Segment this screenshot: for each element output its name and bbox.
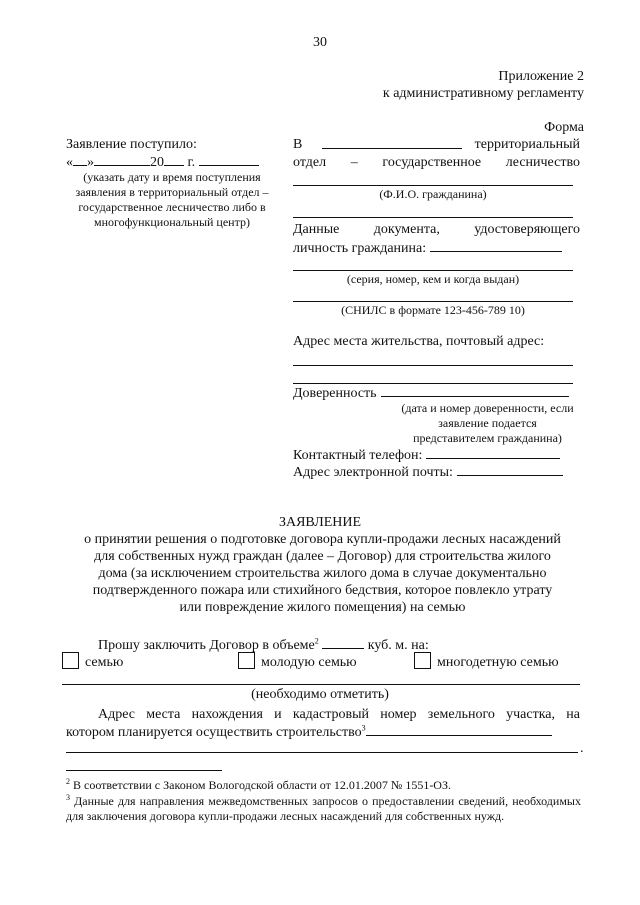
to-suffix: территориальный — [474, 137, 580, 152]
to-line — [293, 136, 580, 153]
dept-line — [293, 154, 580, 171]
footnote-ref-2: 2 — [314, 636, 319, 646]
dept-word-4: лесничество — [505, 155, 580, 170]
appendix-heading — [383, 68, 584, 102]
divider-line — [62, 684, 580, 685]
doc-field[interactable] — [430, 239, 562, 252]
doc-line-2 — [293, 239, 580, 257]
doc-word-1: Данные — [293, 222, 340, 237]
subtitle-line-5: или повреждение жилого помещения) на семью — [179, 600, 466, 615]
option-family[interactable] — [62, 652, 123, 671]
year-suffix: г. — [187, 155, 196, 170]
received-date-line[interactable] — [66, 153, 259, 171]
site-word-8: участка, — [506, 707, 555, 722]
subtitle-line-1: о принятии решения о подготовке договора купли-продажи лесных насаждений — [84, 532, 561, 547]
address-field-1[interactable] — [293, 365, 573, 366]
doc-word-3: удостоверяющего — [474, 222, 580, 237]
site-word-2: места — [146, 707, 181, 722]
received-title: Заявление поступило: — [66, 137, 197, 152]
footnote-separator — [66, 770, 222, 771]
footnote-2 — [66, 778, 581, 793]
email-line — [293, 463, 563, 481]
doc-word-2: документа, — [373, 222, 440, 237]
volume-field[interactable] — [322, 636, 364, 649]
month-field[interactable] — [94, 153, 150, 166]
footnote-2-num: 2 — [66, 777, 70, 786]
doc-line-2-label: личность гражданина: — [293, 241, 427, 256]
option-large-family-label: многодетную семью — [437, 655, 559, 670]
site-word-1: Адрес — [98, 707, 136, 722]
phone-field[interactable] — [426, 446, 560, 459]
snils-field[interactable] — [293, 301, 573, 302]
form-label: Форма — [544, 120, 584, 135]
page-number: 30 — [313, 35, 327, 50]
subtitle-line-3: дома (за исключением строительства жилого дома в случае документально — [98, 566, 547, 581]
proxy-caption: (дата и номер доверенности, если заявление подается представителем гражданина) — [401, 401, 574, 445]
site-word-3: нахождения — [191, 707, 263, 722]
proxy-field[interactable] — [381, 384, 569, 397]
footnote-3 — [66, 794, 581, 824]
subtitle-line-2: для собственных нужд граждан (далее – Договор) для строительства жилого — [94, 549, 551, 564]
site-field-2[interactable] — [66, 752, 578, 753]
time-field[interactable] — [199, 153, 259, 166]
subtitle-line-4: подтвержденного пожара или стихийного бедствия, которое повлекло утрату — [92, 583, 553, 598]
site-line-2 — [66, 723, 552, 741]
year-prefix: 20 — [150, 155, 164, 170]
to-prefix: В — [293, 137, 303, 152]
option-large-family[interactable] — [414, 652, 559, 671]
site-word-4: и — [274, 707, 282, 722]
site-word-5: кадастровый — [292, 707, 370, 722]
option-young-family-label: молодую семью — [261, 655, 357, 670]
dept-word-2: – — [350, 155, 358, 170]
request-note: (необходимо отметить) — [251, 687, 389, 702]
footnote-3-num: 3 — [66, 793, 70, 802]
proxy-line — [293, 384, 569, 402]
option-young-family[interactable] — [238, 652, 357, 671]
footnote-3-text: Данные для направления межведомственных запросов о предоставлении сведений, необходимых для заключения договора купли-продажи лесных насаждений для собственных нужд. — [66, 794, 581, 823]
received-note: (указать дату и время поступления заявления в территориальный отдел – государственное лесничество либо в многофункциональный центр) — [75, 170, 269, 229]
phone-line — [293, 446, 560, 464]
site-field[interactable] — [366, 723, 552, 736]
address-label: Адрес места жительства, почтовый адрес: — [293, 334, 545, 349]
day-field[interactable] — [73, 153, 87, 166]
fio-caption: (Ф.И.О. гражданина) — [379, 187, 487, 201]
doc-line-1 — [293, 221, 580, 238]
fio-field-2[interactable] — [293, 217, 573, 218]
doc-caption: (серия, номер, кем и когда выдан) — [346, 272, 520, 286]
year-field[interactable] — [164, 153, 184, 166]
proxy-label: Доверенность — [293, 386, 377, 401]
appendix-line1: Приложение 2 — [498, 69, 584, 84]
date-open-quote: « — [66, 155, 73, 170]
site-word-6: номер — [380, 707, 417, 722]
doc-field-2[interactable] — [293, 270, 573, 271]
email-label: Адрес электронной почты: — [293, 465, 453, 480]
fio-field[interactable] — [293, 185, 573, 186]
request-suffix: куб. м. на: — [367, 638, 429, 653]
site-end-dot: . — [580, 741, 584, 756]
statement-subtitle — [40, 531, 605, 616]
email-field[interactable] — [457, 463, 563, 476]
request-prefix: Прошу заключить Договор в объеме — [98, 638, 315, 653]
snils-caption: (СНИЛС в формате 123-456-789 10) — [341, 303, 525, 317]
young-family-checkbox[interactable] — [238, 652, 255, 669]
site-word-9: на — [566, 707, 580, 722]
dept-word-3: государственное — [382, 155, 482, 170]
statement-title: ЗАЯВЛЕНИЕ — [278, 515, 362, 530]
family-checkbox[interactable] — [62, 652, 79, 669]
dept-word-1: отдел — [293, 155, 327, 170]
to-field[interactable] — [322, 136, 462, 149]
footnote-2-text: В соответствии с Законом Вологодской области от 12.01.2007 № 1551-ОЗ. — [73, 778, 451, 792]
site-line-2-text: котором планируется осуществить строительство — [66, 725, 362, 740]
footnote-ref-3: 3 — [361, 723, 366, 733]
date-close-quote: » — [87, 155, 94, 170]
large-family-checkbox[interactable] — [414, 652, 431, 669]
appendix-line2: к административному регламенту — [382, 86, 584, 101]
option-family-label: семью — [85, 655, 124, 670]
site-line-1 — [98, 706, 580, 723]
phone-label: Контактный телефон: — [293, 448, 423, 463]
site-word-7: земельного — [427, 707, 495, 722]
